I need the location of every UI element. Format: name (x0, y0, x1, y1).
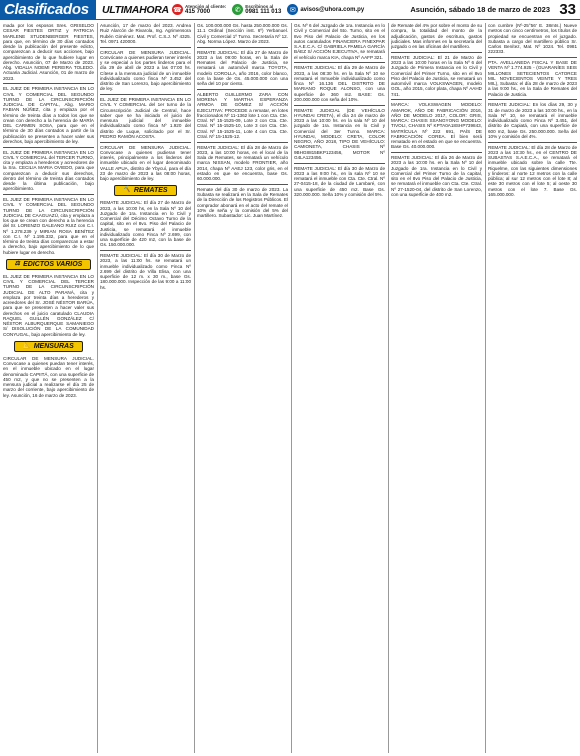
notice: mada por los esposos Sres. GRISELDO CESAR FIESTES ORTIZ y PATRICIA MARLENE STUDENBERGER FIESTES, para que, en término de 30 días contados desde la publicación del presente edicto, comparezcan a deducir sus acciones, bajo apercibimiento de lo que hubiere lugar en derecho. Asunción, 07 de Marzo de 2023. Abg. VIDALIA NOEMI PEREIRA TOLEDO. Actuaria Judicial. Asunción, 01 de marzo de 2023. (3, 23, 94, 81)
notice: EL JUEZ DE PRIMERA INSTANCIA EN LO CIVIL Y COMERCIAL DEL SEGUNDO TURNO DE LA CIRCUNSCRIPCIÓN JUDICIAL DE CAPITAL, Abg. MARIO FABIAN NÚÑEZ, cita y emplaza por el término de treinta días a todos los que se crean con derecho a la herencia de MARÍA DEL CARMEN SOSA, para que en el término de 30 días contados a partir de la publicación se presenten a hacer valer sus derechos, bajo apercibimiento de ley. (3, 86, 94, 144)
contact-whatsapp[interactable] (232, 0, 281, 20)
column-gutter (97, 23, 98, 753)
column-1 (3, 23, 94, 753)
divider (100, 142, 191, 143)
notice: REMATE JUDICIAL (DE VEHÍCULO HYUNDAI CRETA), el día 24 de marzo de 2023 a las 10:00 hs. en la sala Nº 10 del juzgado de 1ra. Instancia en lo Civil y Comercial del 3er Turno. MARCA: HYUNDAI, MODELO: CRETA, COLOR NEGRO, AÑO 2018, TIPO DE VEHÍCULO: CAMIONETA, CHASIS Nº 9BHG8815BKP123456, MOTOR Nº G4LA123456. (294, 107, 385, 160)
notice: Gs. Nº 6 del Juzgado de 1ra. Instancia en lo Civil y Comercial del 5to. Turno, sito en el 8vo Piso del Palacio de Justicia, en los autos caratulados FINANCIERA FINEXPAR S.A.E.C.A. C/ GABRIELA PAMELA GARCÍA BÁEZ S/ ACCIÓN EJECUTIVA, se rematará el vehículo marca KIA, chapa Nº AAFP 321. (294, 23, 385, 60)
mensuras-banner (3, 340, 94, 353)
contact-whatsapp-number: 0981 111 013 (245, 9, 282, 15)
divider (100, 250, 191, 251)
contact-phone-label: Atención al cliente: (185, 4, 227, 9)
email-icon: ✉ (287, 4, 298, 15)
notice: REMATE JUDICIAL: El día 26 de Marzo de 2023 a las 10:00 hs. en la Sala Nº 10 del Juzgado de 1ra. Instancia en lo Civil y Comercial del Primer Turno de la capital, sito en el 8vo Piso del Palacio de Justicia, se rematará el inmueble con Cta. Cte. Ctral. Nº 27-1520-04, del distrito de San Lorenzo, con una superficie de 400 m2. (391, 155, 482, 197)
notice: CIRCULAR DE MENSURA JUDICIAL. Convocase a quienes pudieran tener interés, principalmente a los linderos del inmueble ubicado en el lugar denominado VALLE APUA, distrito de Ybycuí, para el día 23 de marzo de 2023 a las 08:00 horas, bajo apercibimiento de ley. (100, 144, 191, 181)
contact-phone-number: 415 7000 (185, 9, 211, 15)
remates-label: REMATES (133, 187, 168, 195)
divider (197, 184, 288, 185)
ruler-icon: 📐 (23, 342, 31, 349)
notice: REMATE JUDICIAL: El día 29 de Marzo de 2023, a las 08:30 hs. en la Sala Nº 10 se rematará el Inmueble individualizado como finca Nº 16.136 DEL DISTRITO DE MARIANO ROQUE ALONSO, con una superficie de 360 m2. BASE: Gs. 200.000.000 con seña del 10%. (294, 65, 385, 102)
notice: con cumbre (Nº-25°56' E. 38mts.) Nueve metros con cinco centímetros, los títulos de propiedad se encuentran en el juzgado. Subasta a cargo del martillero público Sr. Carlos Benítez, Mat. Nº 1024. Tel. 0981 222333. (488, 23, 577, 55)
notice: de Remate del 4% por sobre el monto de su compra, la totalidad del monto de la adjudicación, gastos de escritura, gastos judiciales. Mas informes en la secretaría del juzgado o en las oficinas del martillero. (391, 23, 482, 49)
column-2 (100, 23, 191, 753)
divider (294, 105, 385, 106)
notice: REMATE JUDICIAL: El día 30 de Marzo de 2023 a las 9:00 hs., en la sala Nº 10 se rematará el inmueble con Cta. Cte. Ctral. Nº 27-0415-18, de la ciudad de Lambaré, con una superficie de 450 m2. Base Gs. 320.000.000. Seña 10% y comisión del 5%. (294, 165, 385, 197)
notice: PTA. AVELLANEDA FISCAL Y BASE DE VENTA Nº 1.774.925 - (GUARANÍES SEIS MILLONES SETECIENTOS CATORCE MIL NOVECIENTOS VEINTE Y TRES MIL), Subasta: el día 28 de marzo de 2023 a las 9:00 hs., en la Sala de Remates del Palacio de Justicia. (488, 60, 577, 97)
page-number: 33 (559, 1, 576, 18)
column-3 (197, 23, 288, 753)
divider (197, 47, 288, 48)
divider (488, 142, 577, 143)
notice: EL JUEZ DE PRIMERA INSTANCIA EN LO CIVIL Y COMERCIAL del 1er turno de la Circunscripción Judicial de Central, hace saber que se ha iniciado el juicio de mensura judicial del inmueble individualizado como finca Nº 1.920 del distrito de Luque, solicitado por el Sr. PEDRO RAMÓN ACOSTA. (100, 97, 191, 139)
whatsapp-icon: ✆ (232, 4, 243, 15)
divider (488, 99, 577, 100)
divider (3, 147, 94, 148)
notice: REMATE JUDICIAL: En los días 29, 30 y 31 de marzo de 2023 a las 10:00 hs., en la Sala Nº 10, se rematará el inmueble individualizado como Finca Nº 3.451, del distrito de Capiatá, con una superficie de 600 m2, base Gs. 250.000.000. Seña del 10% y comisión del 4%. (488, 102, 577, 139)
contact-email-address: avisos@uhora.com.py (300, 6, 365, 13)
divider (197, 89, 288, 90)
divider (391, 99, 482, 100)
column-6 (488, 23, 577, 753)
classifieds-columns (3, 23, 577, 753)
notice: CIRCULAR DE MENSURA JUDICIAL. Convócase a quienes pudieran tener interés y se especial a los partes linderos para el día 29 de abril de 2023 a las 07:00 hs. Cítese a la mensura judicial de un inmueble individualizado como finca Nº 3.452 del distrito de San Lorenzo, bajo apercibimiento de ley. (100, 49, 191, 92)
column-4 (294, 23, 385, 753)
notice: EL JUEZ DE PRIMERA INSTANCIA EN LO CIVIL Y COMERCIAL DEL SEGUNDO TURNO DE LA CIRCUNSCRIPCIÓN JUDICIAL DE CAAGUAZÚ, cita y emplaza a los que se crean con derecho a la herencia del Sr. LORENZO GALEANO RUIZ con C.I. Nº 1.278.239 y MIRIAN ROSA BENÍTEZ con C.I. Nº 1.195.332, para que en el término de treinta días comparezcan a estar a derecho, bajo apercibimiento de lo que hubiere lugar en derecho. (3, 197, 94, 255)
notice: REMATE JUDICIAL: El 21 de Marzo de 2023 a las 10:00 horas en la Sala Nº 6 del Juzgado de Primera Instancia en lo Civil y Comercial del Primer Turno, sito en el 8vo Piso del Palacio de Justicia, se rematará un automóvil marca VOLKSWAGEN, modelo GOL, año 2015, color plata, chapa Nº AAHD 741. (391, 54, 482, 97)
notice: MARCA: VOLKSWAGEN MODELO: AMAROK, AÑO DE FABRICACIÓN 2016, AÑO DE MODELO 2017, COLOR: GRIS, MARCA: CHASIS SSANGYONG MODELO: TIVOLI, CHASIS Nº KPTA0A18SHP739843, MATRÍCULA Nº 222 691, PAÍS DE FABRICACIÓN: COREA. El bien será rematado en el estado en que se encuentra. Base Gs. 40.000.000. (391, 102, 482, 150)
divider (488, 57, 577, 58)
notice: Remate del día 30 de marzo de 2023. La Subasta se realizará en la Sala de Remates de la Dirección de los Registros Públicos. El comprador abonará en el acto del remate el 10% de seña y la comisión del 5% del martillero. Subastador: Lic. Juan Martínez. (197, 186, 288, 218)
remates-banner (100, 184, 191, 197)
divider (100, 94, 191, 95)
notice: REMATE JUDICIAL: El día 27 de Marzo de 2023 a las 09:00 horas, en la Sala de Remates del Palacio de Justicia, se rematará un automóvil marca TOYOTA, modelo COROLLA, año 2016, color blanco, con la base de Gs. 45.000.000 con una seña del 10 por ciento. (197, 49, 288, 86)
column-gutter (388, 23, 389, 753)
notice: REMATE JUDICIAL: El día 30 de Marzo de 2023, a las 11:00 hs. se rematará un inmueble individualizado como Finca Nº 2.699 del distrito de Villa Elisa, con una superficie de 12 m. x 30 m., base Gs. 180.000.000. Inspección de las 9:00 a 11:00 hs. (100, 253, 191, 290)
paper-logo: ULTIMAHORA (102, 3, 169, 16)
column-gutter (291, 23, 292, 753)
divider (391, 152, 482, 153)
divider (294, 62, 385, 63)
column-gutter (485, 23, 486, 753)
divider (3, 194, 94, 195)
mensuras-label: MENSURAS (33, 342, 74, 350)
notice: Asunción, 17 de marzo del 2023. Andrea Ruiz Alarcón de Rivarola, Ing. Agrimensora Rubén Giménez. Mat. Prof. C.S.J. Nº 4325. Tel. 0971 420000. (100, 23, 191, 44)
column-gutter (194, 23, 195, 753)
remates-pill (114, 185, 176, 196)
divider (100, 47, 191, 48)
edictos-label: EDICTOS VARIOS (23, 260, 83, 268)
column-5 (391, 23, 482, 753)
phone-icon: ☎ (172, 4, 183, 15)
divider (3, 83, 94, 84)
edictos-pill (6, 259, 92, 270)
divider (391, 52, 482, 53)
section-title: Clasificados (0, 0, 96, 20)
edictos-banner (3, 258, 94, 271)
page-header (0, 0, 580, 20)
notice: EL JUEZ DE PRIMERA INSTANCIA EN LO CIVIL Y COMERCIAL del TERCER TURNO, cita y emplaza a herederos y acreedores de la Sra. CECILIA MARIA OVIEDO, para que comparezcan a deducir sus derechos, dentro del término de treinta días contados desde la última publicación, bajo apercibimiento. (3, 149, 94, 192)
contact-whatsapp-label: Escribinos al (245, 4, 274, 9)
notice: REMATE JUDICIAL: El día 28 de Marzo de 2023, a las 10:00 horas, en el local de la Sala de Remates, se rematará un vehículo marca NISSAN, modelo FRONTIER, año 2014, chapa Nº AAEJ 123, color gris, en el estado en que se encuentra, base Gs. 60.000.000. (197, 144, 288, 181)
notice: EL JUEZ DE PRIMERA INSTANCIA EN LO CIVIL Y COMERCIAL DEL TERCER TURNO DE LA CIRCUNSCRIPCIÓN JUDICIAL DE ALTO PARANÁ, cita y emplaza por treinta días a herederos y acreedores del Sr. JOSÉ NÉSTOR BARÚA, para que se presenten a hacer valer sus derechos en el juicio caratulado CLAUDIA RAQUEL GUILLÉN GONZÁLEZ C/ NÉSTOR ALBURQUERQUE SAMANIEGO S/ DISOLUCIÓN DE LA COMUNIDAD CONYUGAL, bajo apercibimiento de ley. (3, 273, 94, 337)
notice: REMATE JUDICIAL: El día 27 de Marzo de 2023, a las 10:00 hs, en la Sala Nº 10 del Juzgado de 1ra. Instancia en lo Civil y Comercial del Décimo Octavo Turno de la capital, sito en el 8vo. Piso del Palacio de Justicia, se rematará el inmueble individualizado como Finca Nº 2.699, con una superficie de 420 m2, con la base de Gs. 150.000.000. (100, 200, 191, 248)
issue-date: Asunción, sábado 18 de marzo de 2023 (410, 5, 550, 14)
divider (294, 163, 385, 164)
contact-email[interactable] (287, 0, 364, 20)
hammer-icon: 🔨 (123, 187, 131, 194)
notice: ALBERTO GUILLERMO ZARA CON MORENA Y MARTHA ESPERANZA ARMOA DE GÓMEZ S/ ACCIÓN EJECUTIVA: PROCEDE a rematar, en lotes fraccionados Nº 11-1362 lote 1 con Cta. Cte. Ctral. Nº 15-1525-09, Lote 2 con Cta. Cte. Ctral. Nº 15-1525-10, Lote 3 con Cta. Cte. Ctral. Nº 15-1525-11, Lote 4 con Cta. Cte. Ctral. Nº 15-1525-12. (197, 91, 288, 139)
contact-phone[interactable] (172, 0, 226, 20)
notice: REMATE JUDICIAL: El día 28 de Marzo de 2023 a las 10:30 hs., en el CENTRO DE SUBASTAS S.A.E.C.A., se rematará el inmueble ubicado sobre la calle Tte. Riquelme, con las siguientes dimensiones y linderos: al norte 12 metros con la calle pública; al sur 12 metros con el lote 8; al este 30 metros con el lote 5; al oeste 30 metros con el lote 7. Base Gs. 165.000.000. (488, 144, 577, 197)
mensuras-pill (14, 341, 83, 352)
gavel-icon: ⚖ (14, 260, 21, 267)
notice: CIRCULAR DE MENSURA JUDICIAL. Convocase a quienes puedan tener interés, en el inmueble ubicado en el lugar denominado CAPIITÁ, con una superficie de 450 m2, y que no se presenten a la mensura judicial a realizarse el día 25 de marzo del corriente, bajo apercibimiento de ley. Asunción, 16 de marzo de 2023. (3, 355, 94, 398)
notice: Gs. 100.000.000 Gs. hasta 250.000.000 Gs. 11.1 Ordinal (Sección inst. 6º) Yerbanuel. Civil y Comercial 1º Turno. Secretaría Nº 12. Abg. Norma López. Marzo de 2023. (197, 23, 288, 44)
divider (197, 142, 288, 143)
